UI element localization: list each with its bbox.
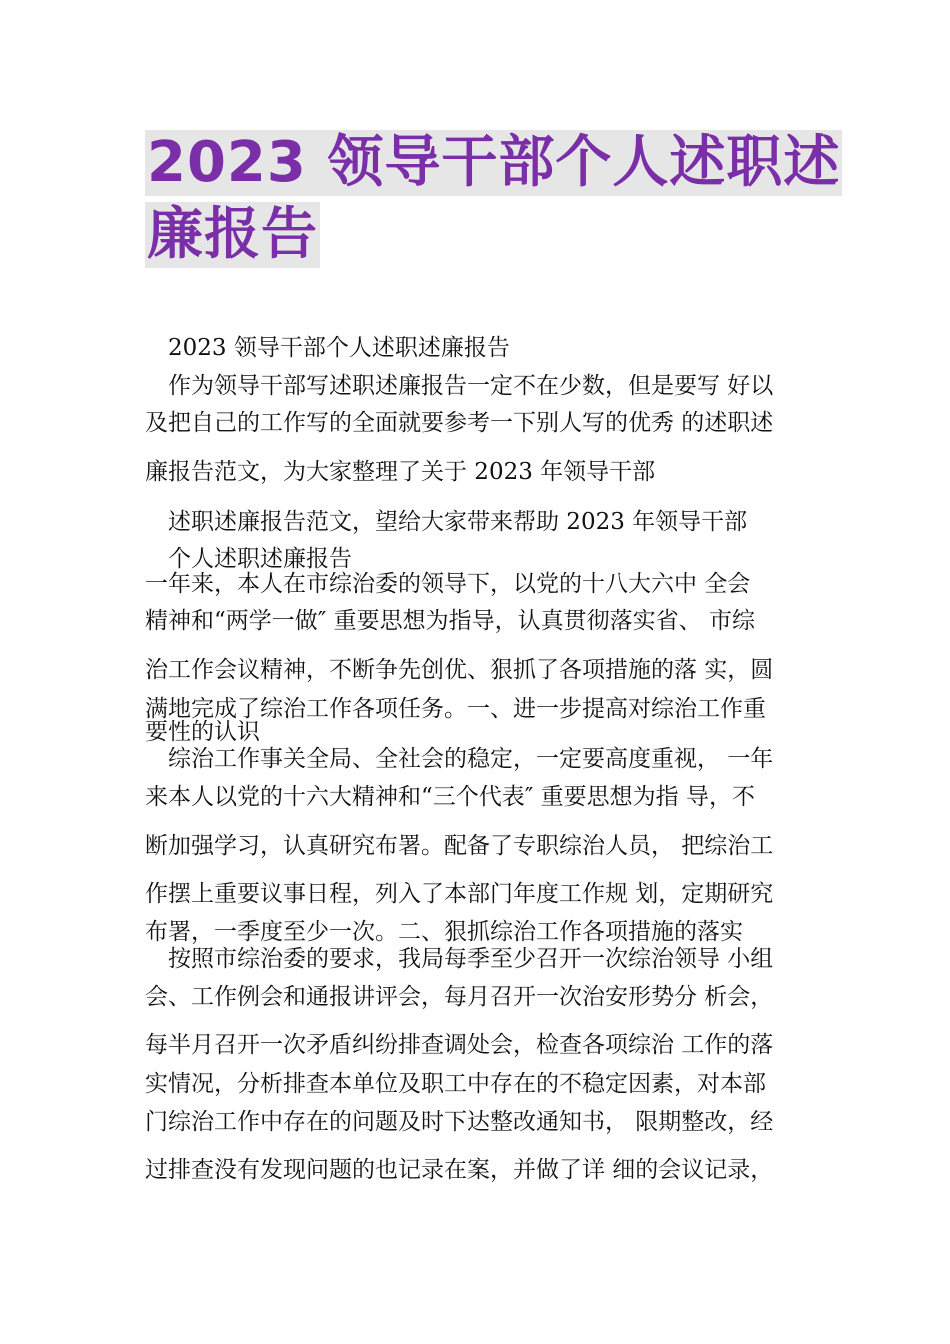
- body-line: 布署，一季度至少一次。二、狠抓综治工作各项措施的落实: [145, 919, 743, 945]
- body-line: 作摆上重要议事日程，列入了本部门年度工作规 划，定期研究: [145, 881, 774, 907]
- subtitle-line: 2023 领导干部个人述职述廉报告: [168, 335, 510, 361]
- body-line: 实情况，分析排查本单位及职工中存在的不稳定因素，对本部: [145, 1071, 766, 1097]
- body-line: 断加强学习，认真研究布署。配备了专职综治人员， 把综治工: [145, 833, 774, 859]
- body-line: 门综治工作中存在的问题及时下达整改通知书， 限期整改，经: [145, 1109, 774, 1135]
- body-line: 治工作会议精神，不断争先创优、狠抓了各项措施的落 实，圆: [145, 657, 774, 683]
- body-line: 过排查没有发现问题的也记录在案，并做了详 细的会议记录，: [145, 1157, 774, 1183]
- body-line: 一年来，本人在市综治委的领导下，以党的十八大六中 全会: [145, 571, 751, 597]
- title-line-1: 2023 领导干部个人述职述: [147, 130, 841, 195]
- body-line: 会、工作例会和通报讲评会，每月召开一次治安形势分 析会，: [145, 984, 774, 1010]
- title-line-2: 廉报告: [147, 202, 318, 267]
- body-line: 要性的认识: [145, 719, 260, 745]
- body-line: 及把自己的工作写的全面就要参考一下别人写的优秀 的述职述: [145, 410, 774, 436]
- body-line: 述职述廉报告范文，望给大家带来帮助 2023 年领导干部: [168, 509, 748, 535]
- body-line: 作为领导干部写述职述廉报告一定不在少数，但是要写 好以: [168, 373, 774, 399]
- body-line: 个人述职述廉报告: [168, 546, 352, 572]
- body-line: 按照市综治委的要求，我局每季至少召开一次综治领导 小组: [168, 946, 774, 972]
- body-line: 廉报告范文，为大家整理了关于 2023 年领导干部: [145, 459, 656, 485]
- body-line: 综治工作事关全局、全社会的稳定，一定要高度重视， 一年: [168, 746, 774, 772]
- body-line: 精神和“两学一做″ 重要思想为指导，认真贯彻落实省、 市综: [145, 608, 755, 634]
- body-line: 来本人以党的十六大精神和“三个代表″ 重要思想为指 导，不: [145, 784, 755, 810]
- body-line: 每半月召开一次矛盾纠纷排查调处会，检查各项综治 工作的落: [145, 1032, 774, 1058]
- body-line: 满地完成了综治工作各项任务。一、进一步提高对综治工作重: [145, 696, 766, 722]
